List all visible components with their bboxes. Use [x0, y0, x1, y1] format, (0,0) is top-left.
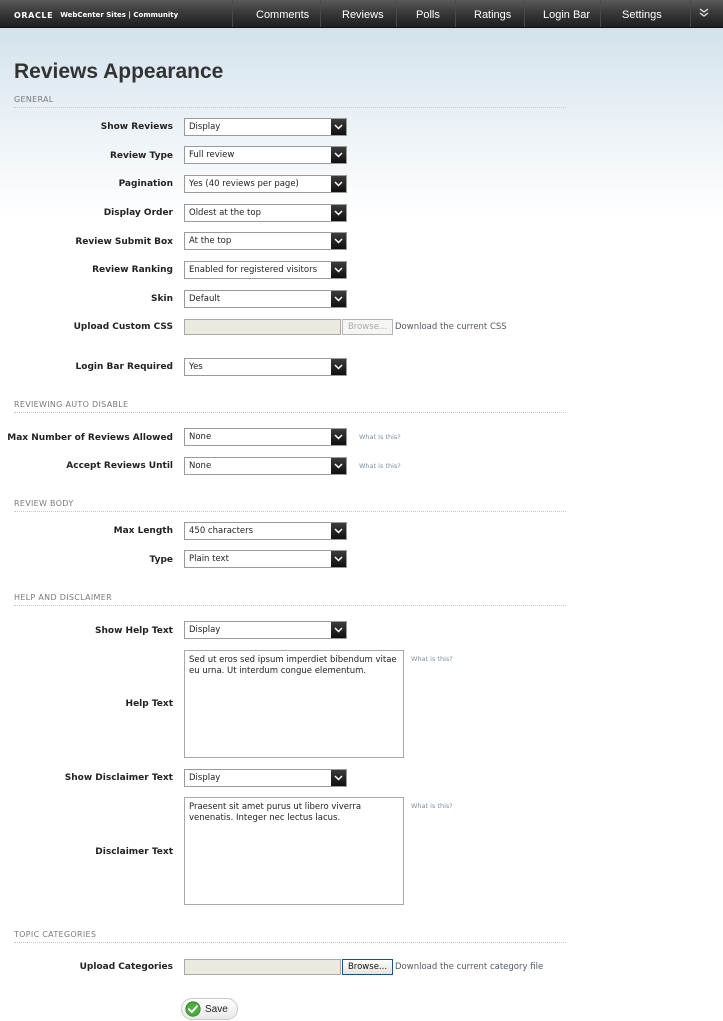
- custom-css-file-field[interactable]: [184, 319, 341, 335]
- nav-item-polls[interactable]: Polls: [416, 9, 440, 21]
- section-header-help-disclaimer: HELP AND DISCLAIMER: [14, 593, 566, 606]
- oracle-logo: ORACLE: [14, 10, 54, 20]
- show-disclaimer-text-select[interactable]: Display: [184, 769, 347, 787]
- upload-custom-css-label: Upload Custom CSS: [73, 322, 173, 332]
- nav-divider: [320, 0, 321, 27]
- nav-item-settings[interactable]: Settings: [622, 9, 662, 21]
- max-reviews-select[interactable]: None: [184, 428, 347, 446]
- chevron-down-icon: [331, 429, 346, 445]
- chevron-down-icon: [331, 176, 346, 192]
- chevron-down-icon: [331, 205, 346, 221]
- disclaimer-text-help-link[interactable]: What is this?: [411, 802, 453, 810]
- nav-divider: [232, 0, 233, 27]
- show-reviews-label: Show Reviews: [100, 122, 173, 132]
- max-length-label: Max Length: [113, 526, 173, 536]
- chevron-down-icon: [331, 551, 346, 567]
- download-current-css-link[interactable]: Download the current CSS: [395, 322, 507, 332]
- nav-divider: [600, 0, 601, 27]
- product-name: WebCenter Sites | Community: [60, 11, 179, 19]
- review-ranking-select[interactable]: Enabled for registered visitors: [184, 261, 347, 279]
- skin-select[interactable]: Default: [184, 290, 347, 308]
- review-type-label: Review Type: [109, 151, 173, 161]
- pagination-select[interactable]: Yes (40 reviews per page): [184, 175, 347, 193]
- body-type-select[interactable]: Plain text: [184, 550, 347, 568]
- accept-reviews-until-select[interactable]: None: [184, 457, 347, 475]
- nav-item-login-bar[interactable]: Login Bar: [543, 9, 591, 21]
- chevron-down-icon: [331, 770, 346, 786]
- checkmark-icon: [185, 1001, 201, 1020]
- display-order-label: Display Order: [103, 208, 173, 218]
- chevron-down-icon: [331, 119, 346, 135]
- disclaimer-text-textarea[interactable]: Praesent sit amet purus ut libero viverra venenatis. Integer nec lectus lacus.: [184, 797, 404, 905]
- chevron-down-icon: [331, 262, 346, 278]
- login-bar-required-select[interactable]: Yes: [184, 358, 347, 376]
- chevron-down-icon: [331, 622, 346, 638]
- show-help-text-select[interactable]: Display: [184, 621, 347, 639]
- top-navigation-bar: [0, 0, 723, 28]
- upload-categories-browse-button[interactable]: Browse...: [342, 959, 393, 975]
- upload-categories-file-field[interactable]: [184, 959, 341, 975]
- review-submit-box-select[interactable]: At the top: [184, 232, 347, 250]
- show-help-text-label: Show Help Text: [95, 626, 173, 636]
- chevron-down-icon: [331, 291, 346, 307]
- upload-categories-label: Upload Categories: [79, 962, 173, 972]
- accept-reviews-until-help-link[interactable]: What is this?: [359, 462, 401, 470]
- show-reviews-select[interactable]: Display: [184, 118, 347, 136]
- chevron-down-icon: [331, 523, 346, 539]
- body-type-label: Type: [149, 555, 173, 565]
- review-type-select[interactable]: Full review: [184, 146, 347, 164]
- nav-divider: [690, 0, 691, 27]
- nav-item-comments[interactable]: Comments: [256, 9, 310, 21]
- max-reviews-label: Max Number of Reviews Allowed: [7, 433, 173, 443]
- chevron-down-icon: [331, 147, 346, 163]
- review-submit-box-label: Review Submit Box: [75, 237, 173, 247]
- chevron-down-icon[interactable]: [699, 8, 709, 20]
- save-button-label: Save: [205, 1004, 228, 1015]
- pagination-label: Pagination: [118, 179, 173, 189]
- nav-divider: [524, 0, 525, 27]
- disclaimer-text-label: Disclaimer Text: [95, 847, 173, 857]
- max-length-select[interactable]: 450 characters: [184, 522, 347, 540]
- max-reviews-help-link[interactable]: What is this?: [359, 433, 401, 441]
- section-header-general: GENERAL: [14, 95, 566, 108]
- nav-divider: [455, 0, 456, 27]
- skin-label: Skin: [151, 294, 173, 304]
- download-category-file-link[interactable]: Download the current category file: [395, 962, 544, 972]
- chevron-down-icon: [331, 359, 346, 375]
- review-ranking-label: Review Ranking: [92, 265, 173, 275]
- show-disclaimer-text-label: Show Disclaimer Text: [64, 773, 173, 783]
- section-header-review-body: REVIEW BODY: [14, 499, 566, 512]
- brand-logo[interactable]: [14, 10, 178, 20]
- save-button[interactable]: [181, 998, 238, 1020]
- page-title: Reviews Appearance: [14, 60, 224, 83]
- nav-item-ratings[interactable]: Ratings: [474, 9, 512, 21]
- help-text-label: Help Text: [125, 699, 173, 709]
- chevron-down-icon: [331, 458, 346, 474]
- display-order-select[interactable]: Oldest at the top: [184, 204, 347, 222]
- nav-item-reviews[interactable]: Reviews: [342, 9, 384, 21]
- section-header-auto-disable: REVIEWING AUTO DISABLE: [14, 400, 566, 413]
- login-bar-required-label: Login Bar Required: [75, 362, 173, 372]
- help-text-textarea[interactable]: Sed ut eros sed ipsum imperdiet bibendum vitae eu urna. Ut interdum congue elementum.: [184, 650, 404, 758]
- chevron-down-icon: [331, 233, 346, 249]
- section-header-topic-categories: TOPIC CATEGORIES: [14, 930, 566, 943]
- accept-reviews-until-label: Accept Reviews Until: [66, 461, 173, 471]
- nav-divider: [396, 0, 397, 27]
- help-text-help-link[interactable]: What is this?: [411, 655, 453, 663]
- custom-css-browse-button[interactable]: Browse...: [342, 319, 393, 335]
